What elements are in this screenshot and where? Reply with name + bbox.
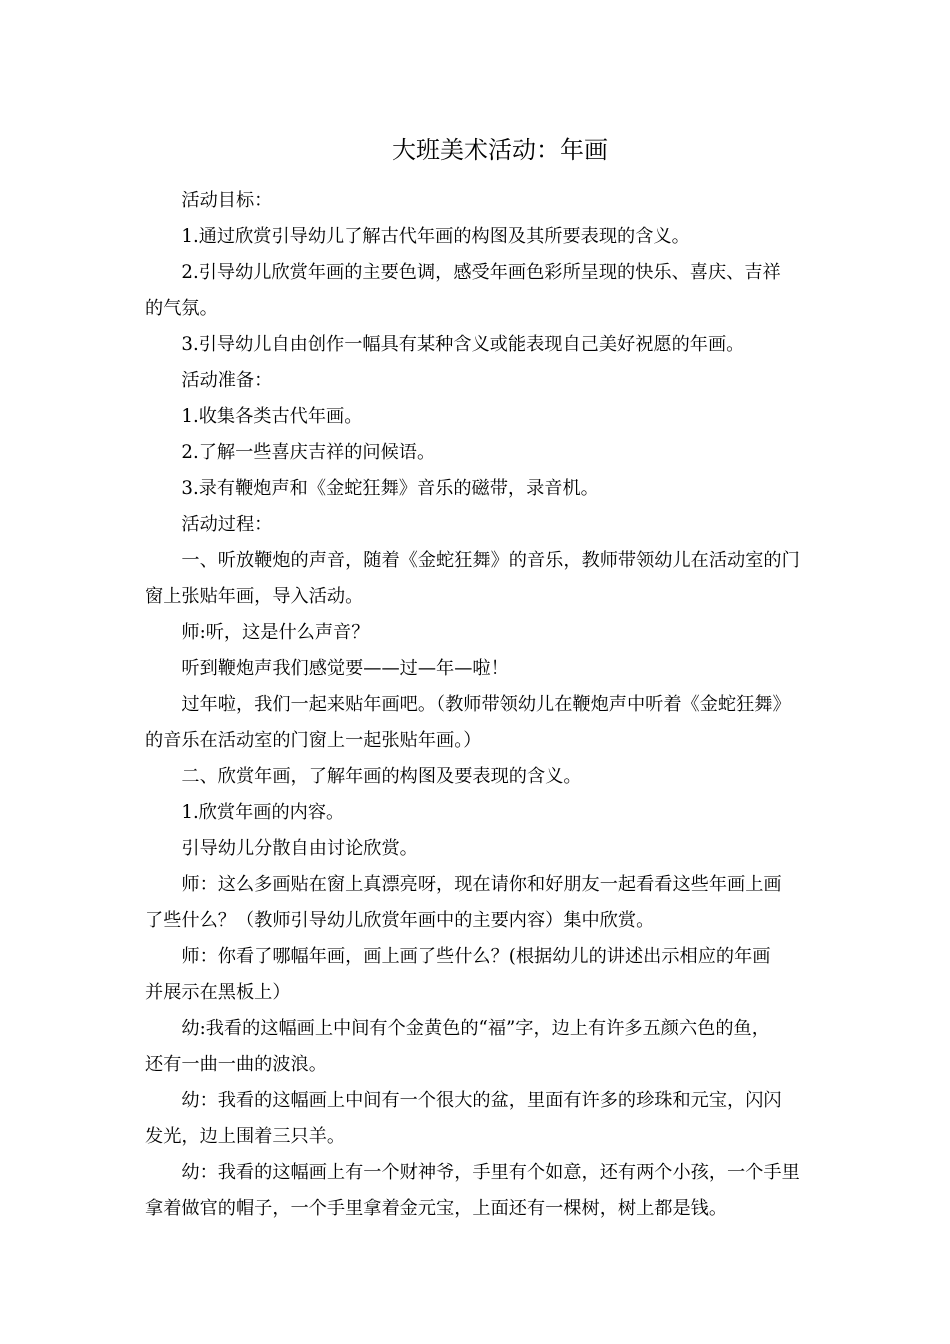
paragraph-line: 1.收集各类古代年画。 [181, 406, 363, 427]
paragraph-line: 了些什么？（教师引导幼儿欣赏年画中的主要内容）集中欣赏。 [145, 910, 655, 931]
paragraph-line: 窗上张贴年画，导入活动。 [145, 586, 364, 607]
paragraph-line: 2.引导幼儿欣赏年画的主要色调，感受年画色彩所呈现的快乐、喜庆、吉祥 [181, 262, 781, 283]
paragraph-line: 还有一曲一曲的波浪。 [145, 1054, 327, 1075]
paragraph-line: 听到鞭炮声我们感觉要——过—年—啦！ [181, 658, 509, 679]
paragraph-line: 幼：我看的这幅画上有一个财神爷，手里有个如意，还有两个小孩，一个手里 [181, 1162, 800, 1183]
paragraph-line: 幼：我看的这幅画上中间有一个很大的盆，里面有许多的珍珠和元宝，闪闪 [181, 1090, 782, 1111]
paragraph-line: 幼:我看的这幅画上中间有个金黄色的“福”字，边上有许多五颜六色的鱼， [181, 1018, 770, 1039]
paragraph-line: 的气氛。 [145, 298, 218, 319]
paragraph-line: 2.了解一些喜庆吉祥的问候语。 [181, 442, 436, 463]
document-body [145, 183, 810, 1227]
paragraph-line: 1.通过欣赏引导幼儿了解古代年画的构图及其所要表现的含义。 [181, 226, 690, 247]
paragraph-line: 的音乐在活动室的门窗上一起张贴年画。） [145, 730, 482, 751]
paragraph-line: 师：你看了哪幅年画，画上画了些什么？(根据幼儿的讲述出示相应的年画 [181, 946, 771, 967]
document-title: 大班美术活动：年画 [392, 136, 608, 164]
paragraph-line: 活动目标： [181, 190, 273, 211]
paragraph-line: 并展示在黑板上） [145, 982, 291, 1003]
paragraph-line: 活动准备： [181, 370, 273, 391]
paragraph-line: 1.欣赏年画的内容。 [181, 802, 345, 823]
paragraph-line: 师:听，这是什么声音？ [181, 622, 370, 643]
paragraph-line: 3.引导幼儿自由创作一幅具有某种含义或能表现自己美好祝愿的年画。 [181, 334, 745, 355]
paragraph-line: 一、听放鞭炮的声音，随着《金蛇狂舞》的音乐，教师带领幼儿在活动室的门 [181, 550, 800, 571]
paragraph-line: 二、欣赏年画，了解年画的构图及要表现的含义。 [181, 766, 582, 787]
paragraph-line: 引导幼儿分散自由讨论欣赏。 [181, 838, 418, 859]
paragraph-line: 拿着做官的帽子，一个手里拿着金元宝，上面还有一棵树，树上都是钱。 [145, 1198, 728, 1219]
paragraph-line: 活动过程： [181, 514, 273, 535]
paragraph-line: 师：这么多画贴在窗上真漂亮呀，现在请你和好朋友一起看看这些年画上画 [181, 874, 782, 895]
paragraph-line: 过年啦，我们一起来贴年画吧。（教师带领幼儿在鞭炮声中听着《金蛇狂舞》 [181, 694, 791, 715]
paragraph-line: 发光，边上围着三只羊。 [145, 1126, 346, 1147]
paragraph-line: 3.录有鞭炮声和《金蛇狂舞》音乐的磁带，录音机。 [181, 478, 599, 499]
